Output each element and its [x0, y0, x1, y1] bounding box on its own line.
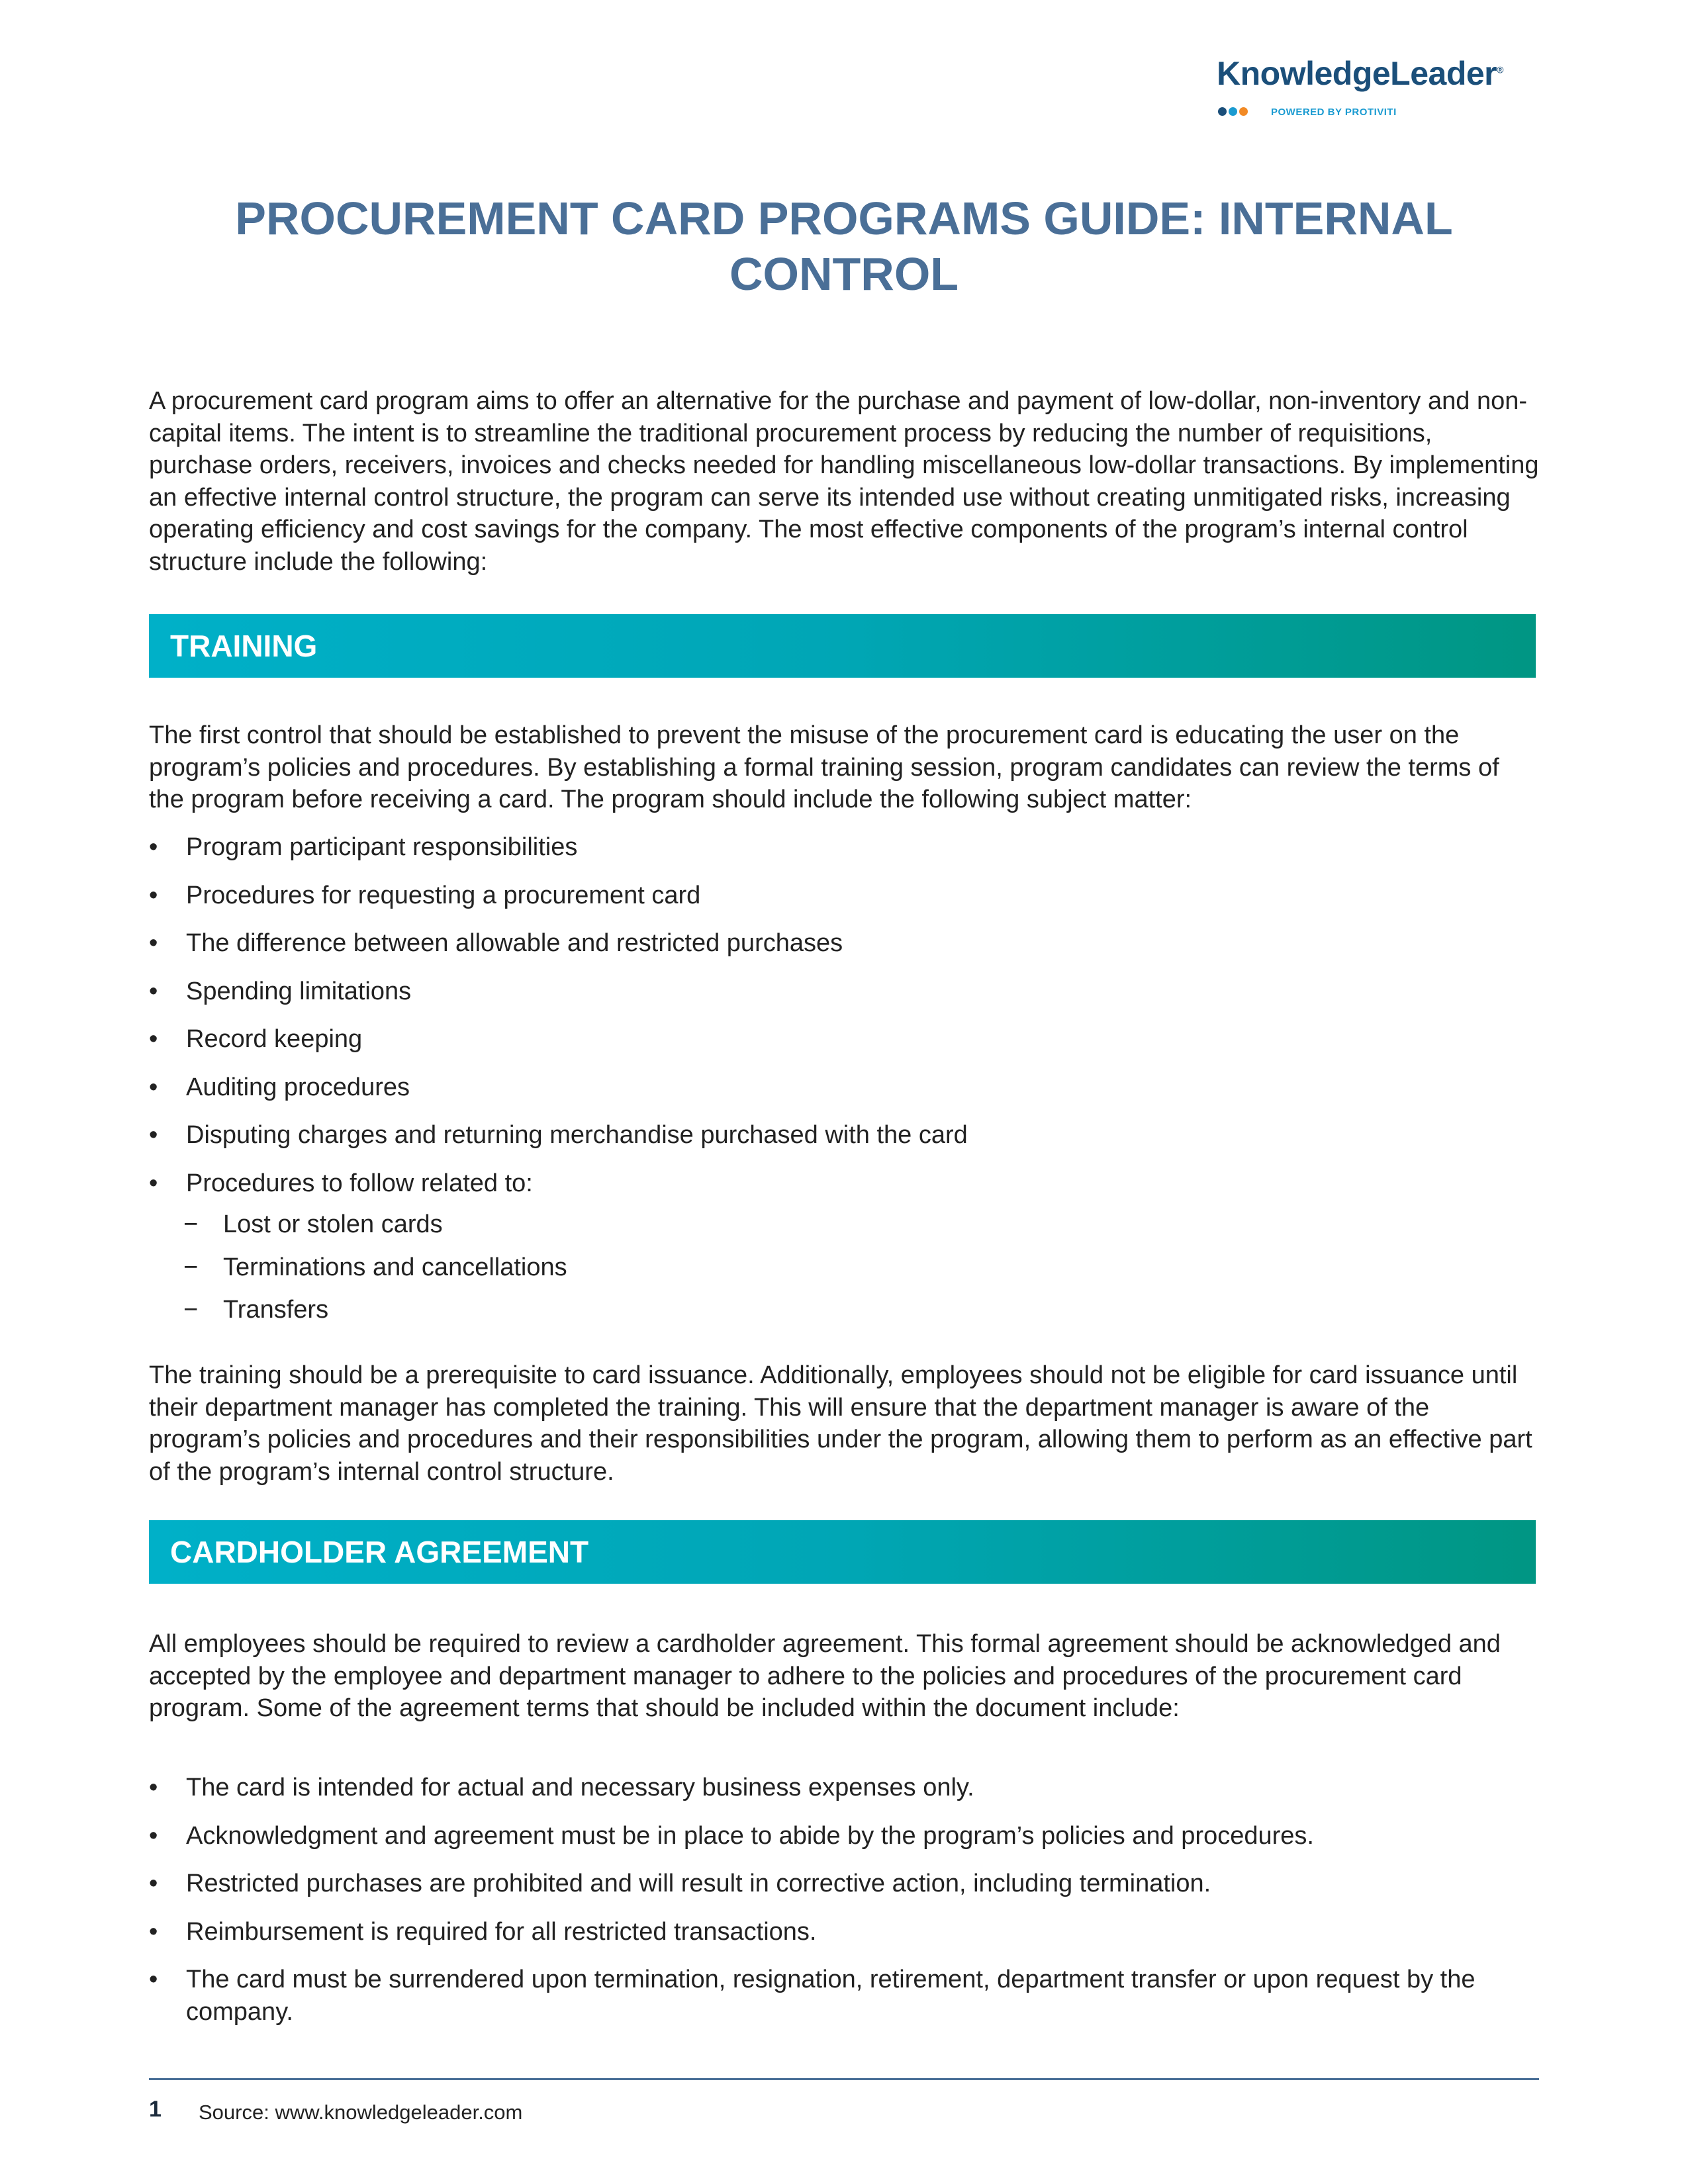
knowledgeleader-logo: [1217, 54, 1534, 127]
agreement-terms-list: [149, 1772, 1539, 2028]
registered-mark: ®: [1497, 64, 1503, 75]
list-item: • Procedures to follow related to:: [149, 1167, 1539, 1200]
logo-dots-icon: [1218, 107, 1250, 118]
bullet-icon: •: [149, 1821, 158, 1850]
agreement-intro-paragraph: All employees should be required to review a cardholder agreement. This formal agreement should be acknowledged and accepted by the employee and department manager to adhere to the policies and procedures of the procurement card program. Some of the agreement terms that should be included within the document include:: [149, 1630, 1501, 1722]
sub-list-item: − Terminations and cancellations: [149, 1251, 1539, 1284]
footer-divider: [149, 2078, 1539, 2080]
dash-icon: −: [183, 1210, 199, 1238]
list-item: • The difference between allowable and restricted purchases: [149, 927, 1539, 960]
bullet-icon: •: [149, 977, 158, 1005]
logo-tagline: POWERED BY PROTIVITI: [1271, 107, 1397, 118]
bullet-icon: •: [149, 833, 158, 861]
sub-list-item: − Lost or stolen cards: [149, 1208, 1539, 1241]
bullet-icon: •: [149, 1870, 158, 1897]
list-item: • Record keeping: [149, 1023, 1539, 1056]
page-number: 1: [149, 2097, 162, 2122]
list-item: • Auditing procedures: [149, 1071, 1539, 1104]
bullet-icon: •: [149, 1966, 158, 1993]
section-heading: CARDHOLDER AGREEMENT: [170, 1535, 589, 1569]
list-item: • Reimbursement is required for all restricted transactions.: [149, 1916, 1539, 1948]
bullet-icon: •: [149, 1169, 158, 1197]
bullet-icon: •: [149, 929, 158, 957]
training-closing-paragraph: The training should be a prerequisite to card issuance. Additionally, employees should not be eligible for card issuance until their department manager has completed the training. This will ensure that the department manager is aware of the program’s policies and procedures and their responsibilities under the program, allowing them to perform as an effective part of the program’s internal control structure.: [149, 1361, 1532, 1486]
list-item: • Acknowledgment and agreement must be in place to abide by the program’s policies and procedures.: [149, 1820, 1539, 1852]
list-item: • The card is intended for actual and necessary business expenses only.: [149, 1772, 1539, 1804]
section-banner-cardholder-agreement: [149, 1520, 1536, 1584]
list-item: • Program participant responsibilities: [149, 831, 1539, 864]
section-heading: TRAINING: [170, 629, 318, 663]
training-intro-paragraph: The first control that should be established to prevent the misuse of the procurement card is educating the user on the program’s policies and procedures. By establishing a formal training session, program candidates can review the terms of the program before receiving a card. The program should include the following subject matter:: [149, 721, 1499, 813]
bullet-icon: •: [149, 1073, 158, 1101]
page-title: PROCUREMENT CARD PROGRAMS GUIDE: INTERNAL CONTROL: [235, 193, 1453, 300]
bullet-icon: •: [149, 1917, 158, 1946]
logo-dot-navy: [1218, 107, 1227, 116]
bullet-icon: •: [149, 1774, 158, 1801]
list-item: • Restricted purchases are prohibited and will result in corrective action, including termination.: [149, 1868, 1539, 1900]
list-item: • The card must be surrendered upon termination, resignation, retirement, department transfer or upon request by the company.: [149, 1964, 1539, 2028]
bullet-icon: •: [149, 1121, 158, 1149]
intro-paragraph: A procurement card program aims to offer an alternative for the purchase and payment of low-dollar, non-inventory and non-capital items. The intent is to streamline the traditional procurement process by reducing the number of requisitions, purchase orders, receivers, invoices and checks needed for handling miscellaneous low-dollar transactions. By implementing an effective internal control structure, the program can serve its intended use without creating unmitigated risks, increasing operating efficiency and cost savings for the company. The most effective components of the program’s internal control structure include the following:: [149, 387, 1539, 576]
logo-dot-orange: [1239, 107, 1248, 116]
dash-icon: −: [183, 1253, 199, 1281]
logo-wordmark: KnowledgeLeader®: [1217, 55, 1503, 92]
logo-dot-blue: [1229, 107, 1237, 116]
source-note: Source: www.knowledgeleader.com: [199, 2101, 523, 2124]
sub-list-item: − Transfers: [149, 1294, 1539, 1326]
list-item: • Spending limitations: [149, 976, 1539, 1008]
bullet-icon: •: [149, 881, 158, 909]
list-item: • Procedures for requesting a procurement card: [149, 880, 1539, 912]
dash-icon: −: [183, 1296, 199, 1324]
section-banner-training: [149, 614, 1536, 678]
list-item: • Disputing charges and returning merchandise purchased with the card: [149, 1119, 1539, 1152]
bullet-icon: •: [149, 1025, 158, 1053]
training-topics-list: [149, 831, 1539, 1326]
